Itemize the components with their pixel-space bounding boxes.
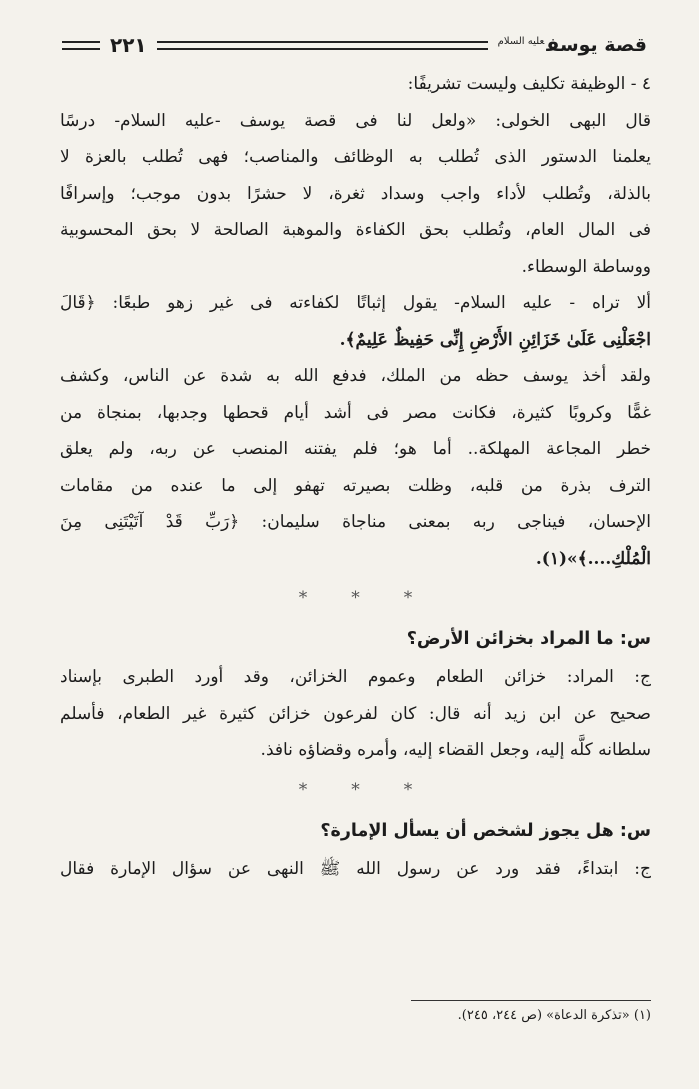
honorific: عليه السلام <box>497 35 545 47</box>
text-line: الترف بذرة من قلبه، وظلت بصيرته تهفو إلى ما عنده من مقامات <box>60 475 651 496</box>
header-rule-long <box>157 41 488 50</box>
text-line: بالذلة، وتُطلب لأداء واجب وسداد ثغرة، لا حشرًا بدون موجب؛ وإسرافًا <box>60 183 651 204</box>
section-separator: *** <box>298 779 413 800</box>
text-line: ألا تراه - عليه السلام- يقول إثباتًا لكفاءته فى غير زهو طبعًا: ﴿قَالَ <box>60 293 651 313</box>
text-line: قال البهى الخولى: «ولعل لنا فى قصة يوسف -عليه السلام- درسًا <box>60 110 651 131</box>
main-text <box>60 66 651 577</box>
text-line: ولقد أخذ يوسف حظه من الملك، فدفع الله به شدة عن الناس، وكشف <box>60 366 651 386</box>
text-line: سلطانه كلَّه إليه، وجعل القضاء إليه، وأمره وقضاؤه نافذ. <box>260 740 651 760</box>
text-line: صحيح عن ابن زيد أنه قال: كان لفرعون خزائن كثيرة غير الطعام، فأسلم <box>60 703 651 724</box>
text-line: يعلمنا الدستور الذى تُطلب به الوظائف والمناصب؛ فهى تُطلب بالعزة لا <box>60 147 651 167</box>
text-line: غمًّا وكروبًا كثيرة، فكانت مصر فى أشد أيام قحطها وجدبها، بمنجاة من <box>60 402 651 423</box>
question-heading-2: س: هل يجوز لشخص أن يسأل الإمارة؟ <box>320 820 651 841</box>
text-line: فى المال العام، وتُطلب بحق الكفاءة والموهبة الصالحة لا بحق المحسوبية <box>60 220 651 240</box>
page-body <box>60 66 651 887</box>
text-line: الإحسان، فيناجى ربه بمعنى مناجاة سليمان: ﴿رَبِّ قَدْ آتَيْتَنِى مِنَ <box>60 512 651 532</box>
text-line: ٤ - الوظيفة تكليف وليست تشريفًا: <box>407 74 651 94</box>
answer-text-2 <box>60 851 651 888</box>
section-separator: *** <box>298 588 413 608</box>
text-line: خطر المجاعة المهلكة.. أما هو؛ فلم يفتنه المنصب عن ربه، ولم يعلق <box>60 439 651 459</box>
running-header <box>62 30 647 60</box>
footnote: (١) «تذكرة الدعاة» (ص ٢٤٤، ٢٤٥). <box>457 1008 651 1023</box>
question-heading-1: س: ما المراد بخزائن الأرض؟ <box>406 629 651 649</box>
text-line: ج: ابتداءً، فقد ورد عن رسول الله ﷺ النهى عن سؤال الإمارة فقال <box>60 858 651 879</box>
text-line: ج: المراد: خزائن الطعام وعموم الخزائن، وقد أورد الطبرى بإسناد <box>60 667 651 687</box>
book-title: قصة يوسف$^{عليه السلام}$ <box>497 34 647 56</box>
footnote-divider <box>411 1000 651 1001</box>
text-line: اجْعَلْنِى عَلَىٰ خَزَائِنِ الأَرْضِ إِنِّى حَفِيظٌ عَلِيمٌ﴾. <box>339 329 651 350</box>
answer-text-1 <box>60 659 651 769</box>
text-line: ووساطة الوسطاء. <box>521 256 651 277</box>
header-rule-short <box>62 41 100 50</box>
page-number: ٢٢١ <box>110 33 147 57</box>
text-line: الْمُلْكِ....﴾»(١). <box>535 548 651 569</box>
